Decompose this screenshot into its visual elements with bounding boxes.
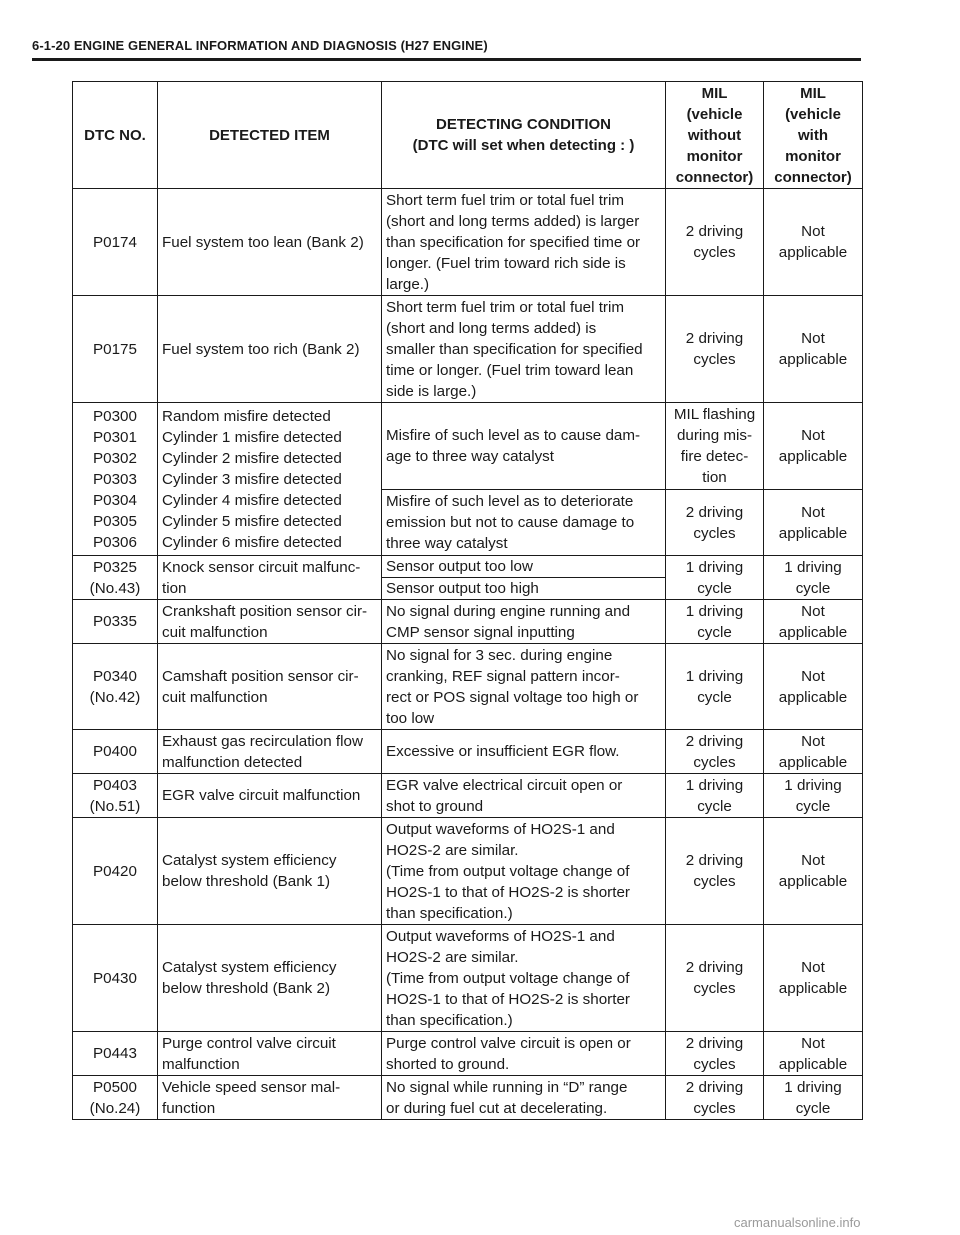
- mil-with-monitor: [764, 296, 863, 403]
- mil-without-monitor: [666, 1076, 764, 1120]
- header-dtc-no: DTC NO.: [73, 82, 158, 189]
- cell-line: (vehicle: [686, 105, 743, 123]
- cell-line: HO2S-2 are similar.: [386, 948, 519, 966]
- detected-item: [158, 189, 382, 296]
- cell-line: P0175: [93, 340, 137, 358]
- cell-line: Cylinder 4 misfire detected: [162, 491, 342, 509]
- cell-line: tion: [162, 579, 187, 597]
- cell-line: Excessive or insufficient EGR flow.: [386, 743, 620, 760]
- cell-line: cycle: [697, 797, 732, 815]
- table-row: [73, 774, 863, 818]
- cell-line: (No.42): [89, 688, 141, 706]
- detected-item: [158, 1076, 382, 1120]
- mil-without-monitor: [666, 600, 764, 644]
- cell-line: malfunction: [162, 1055, 240, 1073]
- cell-line: or during fuel cut at decelerating.: [386, 1099, 608, 1117]
- mil-with-monitor: [764, 1076, 863, 1120]
- mil-without-monitor: [666, 818, 764, 925]
- table-row: [73, 600, 863, 644]
- cell-line: cycle: [795, 797, 831, 815]
- cell-line: during mis-: [676, 427, 753, 444]
- cell-line: 1 driving: [784, 776, 842, 794]
- dtc-code: [73, 403, 158, 556]
- cell-line: P0303: [93, 470, 137, 488]
- mil-with-monitor: [764, 644, 863, 730]
- cell-line: cuit malfunction: [162, 688, 268, 706]
- cell-line: Sensor output too low: [386, 558, 533, 575]
- cell-line: cycle: [697, 623, 732, 641]
- cell-line: than specification.): [386, 904, 513, 922]
- cell-line: Random misfire detected: [162, 407, 331, 425]
- cell-line: P0301: [93, 428, 137, 446]
- mil-with-monitor: [764, 925, 863, 1032]
- mil-without-monitor: [666, 490, 764, 556]
- cell-line: Short term fuel trim or total fuel trim: [386, 191, 625, 209]
- cell-line: Misfire of such level as to deteriorate: [386, 493, 634, 510]
- cell-line: without: [687, 126, 742, 144]
- cell-line: 2 driving: [685, 732, 744, 750]
- cell-line: monitor: [785, 147, 841, 165]
- mil-without-monitor: [666, 556, 764, 600]
- cell-line: Not: [801, 602, 825, 620]
- dtc-code: [73, 556, 158, 600]
- cell-line: Cylinder 3 misfire detected: [162, 470, 342, 488]
- mil-with-monitor: [764, 403, 863, 490]
- cell-line: applicable: [778, 980, 848, 997]
- cell-line: 2 driving: [685, 1078, 744, 1096]
- dtc-code: [73, 600, 158, 644]
- detecting-condition: [382, 296, 666, 403]
- cell-line: connector): [774, 168, 852, 186]
- cell-line: Fuel system too rich (Bank 2): [162, 340, 360, 358]
- detecting-condition: [382, 600, 666, 644]
- cell-line: 1 driving: [685, 602, 744, 620]
- cell-line: Not: [801, 667, 825, 685]
- cell-line: large.): [386, 275, 430, 293]
- cell-line: HO2S-1 to that of HO2S-2 is shorter: [386, 883, 630, 901]
- cell-line: Short term fuel trim or total fuel trim: [386, 298, 625, 316]
- detecting-condition: [382, 1076, 666, 1120]
- cell-line: MIL flashing: [673, 406, 756, 423]
- cell-line: cycle: [795, 1099, 831, 1117]
- cell-line: smaller than specification for specified: [386, 340, 643, 358]
- cell-line: Not: [801, 330, 825, 347]
- page-header: 6-1-20 ENGINE GENERAL INFORMATION AND DIAGNOSIS (H27 ENGINE): [32, 38, 488, 53]
- cell-line: Not: [801, 852, 825, 869]
- cell-line: Sensor output too high: [386, 580, 539, 597]
- cell-line: 2 driving: [685, 1034, 744, 1052]
- cell-line: P0304: [93, 491, 137, 509]
- mil-with-monitor: [764, 1032, 863, 1076]
- cell-line: Camshaft position sensor cir-: [162, 667, 359, 685]
- cell-line: 1 driving: [784, 558, 842, 576]
- dtc-code: [73, 818, 158, 925]
- cell-line: (vehicle: [785, 105, 841, 123]
- detecting-condition: [382, 730, 666, 774]
- cell-line: cranking, REF signal pattern incor-: [386, 667, 620, 685]
- cell-line: 2 driving: [685, 503, 744, 521]
- detecting-condition: [382, 490, 666, 556]
- cell-line: P0500: [93, 1078, 137, 1096]
- detecting-condition: [382, 403, 666, 490]
- cell-line: (No.43): [89, 579, 141, 597]
- cell-line: MIL: [800, 84, 826, 102]
- mil-with-monitor: [764, 818, 863, 925]
- dtc-code: [73, 925, 158, 1032]
- cell-line: side is large.): [386, 382, 477, 400]
- cell-line: 1 driving: [685, 667, 744, 685]
- detecting-condition: [382, 774, 666, 818]
- cell-line: (Time from output voltage change of: [386, 969, 630, 987]
- cell-line: (short and long terms added) is larger: [386, 212, 640, 230]
- cell-line: applicable: [778, 244, 848, 261]
- cell-line: Output waveforms of HO2S-1 and: [386, 927, 615, 945]
- cell-line: P0430: [93, 969, 137, 987]
- cell-line: Not: [801, 223, 825, 240]
- detected-item: [158, 600, 382, 644]
- cell-line: below threshold (Bank 2): [162, 980, 330, 997]
- cell-line: (Time from output voltage change of: [386, 862, 630, 880]
- cell-line: Purge control valve circuit is open or: [386, 1034, 631, 1052]
- cell-line: applicable: [778, 1055, 848, 1073]
- cell-line: 1 driving: [784, 1078, 842, 1096]
- cell-line: MIL: [701, 84, 728, 102]
- detecting-condition: [382, 1032, 666, 1076]
- table-row: [73, 730, 863, 774]
- header-detected-item: DETECTED ITEM: [158, 82, 382, 189]
- dtc-table: [72, 81, 863, 1120]
- cell-line: applicable: [778, 524, 848, 542]
- table-row: [73, 1076, 863, 1120]
- mil-without-monitor: [666, 774, 764, 818]
- cell-line: No signal for 3 sec. during engine: [386, 646, 613, 664]
- cell-line: P0325: [93, 558, 137, 576]
- table-row: [73, 925, 863, 1032]
- cell-line: Not: [801, 427, 825, 444]
- cell-line: Knock sensor circuit malfunc-: [162, 558, 361, 576]
- cell-line: P0302: [93, 449, 137, 467]
- cell-line: EGR valve circuit malfunction: [162, 787, 361, 804]
- table-row: [73, 1032, 863, 1076]
- cell-line: P0306: [93, 533, 137, 551]
- cell-line: 2 driving: [685, 223, 744, 240]
- mil-without-monitor: [666, 296, 764, 403]
- cell-line: P0403: [93, 776, 137, 794]
- cell-line: Cylinder 1 misfire detected: [162, 428, 342, 446]
- cell-line: below threshold (Bank 1): [162, 873, 330, 890]
- cell-line: fire detec-: [680, 448, 749, 465]
- cell-line: (DTC will set when detecting : ): [412, 137, 635, 154]
- mil-without-monitor: [666, 189, 764, 296]
- cell-line: 1 driving: [685, 776, 744, 794]
- mil-with-monitor: [764, 730, 863, 774]
- cell-line: applicable: [778, 873, 848, 890]
- cell-line: cycles: [693, 980, 736, 997]
- watermark: carmanualsonline.info: [734, 1215, 861, 1230]
- detected-item: [158, 925, 382, 1032]
- cell-line: cycles: [693, 753, 736, 771]
- detected-item: [158, 774, 382, 818]
- table-header-row: [73, 82, 863, 189]
- cell-line: age to three way catalyst: [386, 448, 554, 465]
- table-row: [73, 296, 863, 403]
- table-row: [73, 189, 863, 296]
- cell-line: DETECTING CONDITION: [436, 116, 611, 133]
- cell-line: Cylinder 5 misfire detected: [162, 512, 342, 530]
- cell-line: Output waveforms of HO2S-1 and: [386, 820, 615, 838]
- detected-item: [158, 730, 382, 774]
- cell-line: Catalyst system efficiency: [162, 852, 337, 869]
- dtc-code: [73, 774, 158, 818]
- cell-line: applicable: [778, 351, 848, 368]
- cell-line: Cylinder 6 misfire detected: [162, 533, 342, 551]
- mil-with-monitor: [764, 600, 863, 644]
- cell-line: Cylinder 2 misfire detected: [162, 449, 342, 467]
- header-detecting-condition: [382, 82, 666, 189]
- detecting-condition: [382, 818, 666, 925]
- cell-line: 2 driving: [685, 330, 744, 347]
- cell-line: cycles: [693, 873, 736, 890]
- cell-line: than specification for specified time or: [386, 233, 641, 251]
- cell-line: P0340: [93, 667, 137, 685]
- cell-line: tion: [702, 469, 727, 486]
- cell-line: Exhaust gas recirculation flow: [162, 732, 363, 750]
- cell-line: (short and long terms added) is: [386, 319, 597, 337]
- cell-line: Catalyst system efficiency: [162, 959, 337, 976]
- dtc-code: [73, 730, 158, 774]
- cell-line: cycles: [693, 524, 736, 542]
- cell-line: Not: [801, 1034, 825, 1052]
- cell-line: CMP sensor signal inputting: [386, 623, 575, 641]
- detected-item: [158, 644, 382, 730]
- detecting-condition: [382, 925, 666, 1032]
- cell-line: P0420: [93, 862, 137, 880]
- dtc-code: [73, 644, 158, 730]
- mil-without-monitor: [666, 730, 764, 774]
- cell-line: cycles: [693, 244, 736, 261]
- detecting-condition: [382, 644, 666, 730]
- header-mil-without-monitor: [666, 82, 764, 189]
- detected-item: [158, 1032, 382, 1076]
- cell-line: P0305: [93, 512, 137, 530]
- cell-line: HO2S-1 to that of HO2S-2 is shorter: [386, 990, 630, 1008]
- mil-without-monitor: [666, 925, 764, 1032]
- mil-with-monitor: [764, 189, 863, 296]
- cell-line: (No.24): [89, 1099, 141, 1117]
- cell-line: applicable: [778, 688, 848, 706]
- cell-line: emission but not to cause damage to: [386, 514, 635, 531]
- cell-line: HO2S-2 are similar.: [386, 841, 519, 859]
- cell-line: applicable: [778, 753, 848, 771]
- cell-line: P0443: [93, 1045, 137, 1062]
- cell-line: cycle: [697, 579, 732, 597]
- dtc-code: [73, 1032, 158, 1076]
- cell-line: cycle: [697, 688, 732, 706]
- cell-line: No signal while running in “D” range: [386, 1078, 628, 1096]
- detecting-condition: [382, 189, 666, 296]
- cell-line: connector): [675, 168, 754, 186]
- mil-with-monitor: [764, 774, 863, 818]
- cell-line: P0335: [93, 613, 137, 630]
- cell-line: Misfire of such level as to cause dam-: [386, 427, 641, 444]
- cell-line: Purge control valve circuit: [162, 1034, 336, 1052]
- mil-without-monitor: [666, 644, 764, 730]
- detected-item: [158, 296, 382, 403]
- table-row: [73, 403, 863, 490]
- table-row: [73, 556, 863, 578]
- cell-line: cycle: [795, 579, 831, 597]
- cell-line: than specification.): [386, 1011, 513, 1029]
- cell-line: function: [162, 1099, 216, 1117]
- cell-line: Not: [801, 959, 825, 976]
- cell-line: P0400: [93, 743, 137, 760]
- cell-line: No signal during engine running and: [386, 602, 631, 620]
- cell-line: three way catalyst: [386, 535, 508, 552]
- table-row: [73, 644, 863, 730]
- cell-line: shot to ground: [386, 797, 484, 815]
- mil-with-monitor: [764, 490, 863, 556]
- cell-line: applicable: [778, 448, 848, 465]
- detecting-condition: [382, 578, 666, 600]
- cell-line: longer. (Fuel trim toward rich side is: [386, 254, 626, 272]
- cell-line: cuit malfunction: [162, 623, 268, 641]
- cell-line: 1 driving: [685, 558, 744, 576]
- mil-with-monitor: [764, 556, 863, 600]
- cell-line: 2 driving: [685, 959, 744, 976]
- cell-line: Not: [801, 732, 825, 750]
- cell-line: cycles: [693, 1099, 736, 1117]
- dtc-code: [73, 1076, 158, 1120]
- cell-line: 2 driving: [685, 852, 744, 869]
- header-rule: [32, 58, 861, 61]
- cell-line: shorted to ground.: [386, 1055, 510, 1073]
- mil-without-monitor: [666, 403, 764, 490]
- cell-line: monitor: [686, 147, 743, 165]
- detected-item: [158, 403, 382, 556]
- header-mil-with-monitor: [764, 82, 863, 189]
- mil-without-monitor: [666, 1032, 764, 1076]
- cell-line: Not: [801, 503, 825, 521]
- cell-line: too low: [386, 709, 435, 727]
- cell-line: time or longer. (Fuel trim toward lean: [386, 361, 634, 379]
- detected-item: [158, 818, 382, 925]
- cell-line: malfunction detected: [162, 753, 303, 771]
- cell-line: cycles: [693, 351, 736, 368]
- cell-line: with: [798, 126, 828, 144]
- cell-line: P0174: [93, 233, 137, 251]
- cell-line: rect or POS signal voltage too high or: [386, 688, 639, 706]
- table-row: [73, 818, 863, 925]
- cell-line: cycles: [693, 1055, 736, 1073]
- dtc-code: [73, 296, 158, 403]
- cell-line: Fuel system too lean (Bank 2): [162, 233, 364, 251]
- cell-line: EGR valve electrical circuit open or: [386, 776, 623, 794]
- dtc-code: [73, 189, 158, 296]
- cell-line: P0300: [93, 407, 137, 425]
- cell-line: (No.51): [89, 797, 141, 815]
- detected-item: [158, 556, 382, 600]
- cell-line: Vehicle speed sensor mal-: [162, 1078, 341, 1096]
- detecting-condition: [382, 556, 666, 578]
- cell-line: applicable: [778, 623, 848, 641]
- cell-line: Crankshaft position sensor cir-: [162, 602, 368, 620]
